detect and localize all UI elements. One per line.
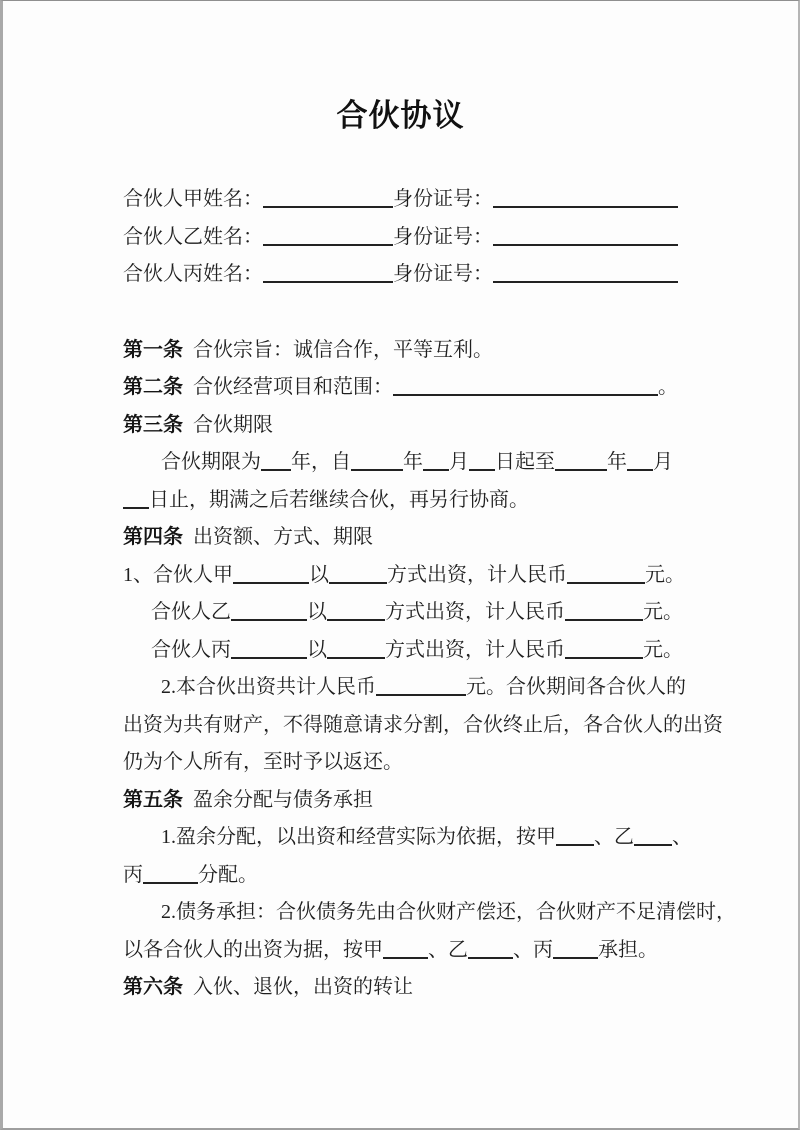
text-segment: 月 xyxy=(653,451,673,473)
blank-underline xyxy=(634,831,672,846)
text-segment: 日止，期满之后若继续合伙，再另行协商。 xyxy=(149,488,529,511)
document-body xyxy=(123,181,736,1007)
text-segment: 合伙人乙 xyxy=(151,601,231,623)
blank-underline xyxy=(263,231,393,246)
blank-underline xyxy=(555,456,607,471)
text-segment: 日起至 xyxy=(495,451,555,473)
clause-number: 第一条 xyxy=(123,338,183,361)
text-segment: 、丙 xyxy=(513,938,553,961)
blank-underline xyxy=(263,193,393,208)
text-segment: 、乙 xyxy=(428,938,468,961)
blank-underline xyxy=(231,644,307,659)
blank-underline xyxy=(376,681,466,696)
text-segment: 以 xyxy=(307,638,327,661)
document-line xyxy=(123,857,678,895)
document-line xyxy=(123,969,678,1007)
blank-underline xyxy=(383,944,428,959)
text-segment: 年 xyxy=(607,451,627,473)
text-segment: 入伙、退伙，出资的转让 xyxy=(193,976,413,998)
blank-underline xyxy=(393,381,658,396)
clause-number: 第五条 xyxy=(123,788,183,811)
blank-underline xyxy=(143,869,198,884)
text-segment: 年 xyxy=(403,451,423,473)
text-segment: 方式出资，计人民币 xyxy=(387,563,567,586)
blank-underline xyxy=(553,944,598,959)
blank-underline xyxy=(327,606,385,621)
document-line xyxy=(123,444,678,482)
text-segment: 月 xyxy=(449,451,469,473)
text-segment: 、乙 xyxy=(594,826,634,848)
text-segment: 年，自 xyxy=(291,451,351,473)
blank-underline xyxy=(556,831,594,846)
text-segment: 身份证号： xyxy=(393,188,493,210)
text-segment: 元。合伙期间各合伙人的 xyxy=(466,676,686,698)
text-segment: 仍为个人所有，至时予以返还。 xyxy=(123,751,403,773)
blank-underline xyxy=(231,606,307,621)
text-segment: 分配。 xyxy=(198,863,258,886)
document-line xyxy=(123,819,692,857)
text-segment: 出资为共有财产，不得随意请求分割，合伙终止后，各合伙人的出资 xyxy=(123,713,723,736)
blank-underline xyxy=(327,644,385,659)
document-line xyxy=(123,219,678,257)
text-segment: 1、合伙人甲 xyxy=(123,563,233,586)
text-segment: 2.本合伙出资共计人民币 xyxy=(161,676,376,698)
text-segment: 出资额、方式、期限 xyxy=(193,526,373,548)
text-segment: 以 xyxy=(307,601,327,623)
text-segment: 承担。 xyxy=(598,938,658,961)
document-line xyxy=(123,482,678,520)
text-segment: 合伙期限 xyxy=(193,413,273,436)
text-segment: 合伙人甲姓名： xyxy=(123,188,263,210)
text-segment: 以 xyxy=(309,563,329,586)
document-line xyxy=(123,332,678,370)
document-line xyxy=(123,407,678,445)
clause-number: 第六条 xyxy=(123,976,183,998)
blank-underline xyxy=(468,944,513,959)
blank-underline xyxy=(261,456,291,471)
document-line xyxy=(123,632,683,670)
text-segment: 2.债务承担：合伙债务先由合伙财产偿还，合伙财产不足清偿时， xyxy=(161,901,736,923)
document-line xyxy=(123,669,686,707)
blank-underline xyxy=(567,569,645,584)
clause-number: 第二条 xyxy=(123,376,183,398)
document-line xyxy=(123,894,736,932)
text-segment: 身份证号： xyxy=(393,263,493,285)
text-segment: 、 xyxy=(672,826,692,848)
blank-underline xyxy=(123,494,149,509)
text-segment: 以各合伙人的出资为据，按甲 xyxy=(123,938,383,961)
blank-underline xyxy=(469,456,495,471)
document-line xyxy=(123,932,678,970)
text-segment: 盈余分配与债务承担 xyxy=(193,788,373,811)
document-line xyxy=(123,594,683,632)
blank-underline xyxy=(423,456,449,471)
blank-underline xyxy=(493,231,678,246)
blank-underline xyxy=(493,268,678,283)
blank-underline xyxy=(565,644,643,659)
text-segment: 。 xyxy=(658,376,678,398)
text-segment: 合伙宗旨：诚信合作，平等互利。 xyxy=(193,338,493,361)
document-line xyxy=(123,519,678,557)
blank-underline xyxy=(351,456,403,471)
text-segment: 合伙人丙 xyxy=(151,638,231,661)
blank-underline xyxy=(233,569,309,584)
blank-underline xyxy=(329,569,387,584)
document-line xyxy=(123,782,678,820)
blank-underline xyxy=(565,606,643,621)
document-line xyxy=(123,707,723,745)
document-line xyxy=(123,256,678,294)
text-segment: 丙 xyxy=(123,863,143,886)
clause-number: 第四条 xyxy=(123,526,183,548)
text-segment: 合伙经营项目和范围： xyxy=(193,376,393,398)
text-segment: 合伙人乙姓名： xyxy=(123,225,263,248)
document-title: 合伙协议 xyxy=(336,98,465,133)
document-content xyxy=(3,1,798,1007)
text-segment: 元。 xyxy=(645,563,685,586)
text-segment: 1.盈余分配，以出资和经营实际为依据，按甲 xyxy=(161,826,556,848)
document-line xyxy=(123,744,678,782)
document-line xyxy=(123,369,678,407)
text-segment: 身份证号： xyxy=(393,225,493,248)
text-segment: 元。 xyxy=(643,601,683,623)
document-line xyxy=(123,181,678,219)
clause-number: 第三条 xyxy=(123,413,183,436)
text-segment: 方式出资，计人民币 xyxy=(385,601,565,623)
document-line xyxy=(123,557,685,595)
blank-underline xyxy=(263,268,393,283)
text-segment: 元。 xyxy=(643,638,683,661)
blank-underline xyxy=(627,456,653,471)
text-segment: 合伙人丙姓名： xyxy=(123,263,263,285)
text-segment: 方式出资，计人民币 xyxy=(385,638,565,661)
text-segment: 合伙期限为 xyxy=(161,451,261,473)
blank-underline xyxy=(493,193,678,208)
